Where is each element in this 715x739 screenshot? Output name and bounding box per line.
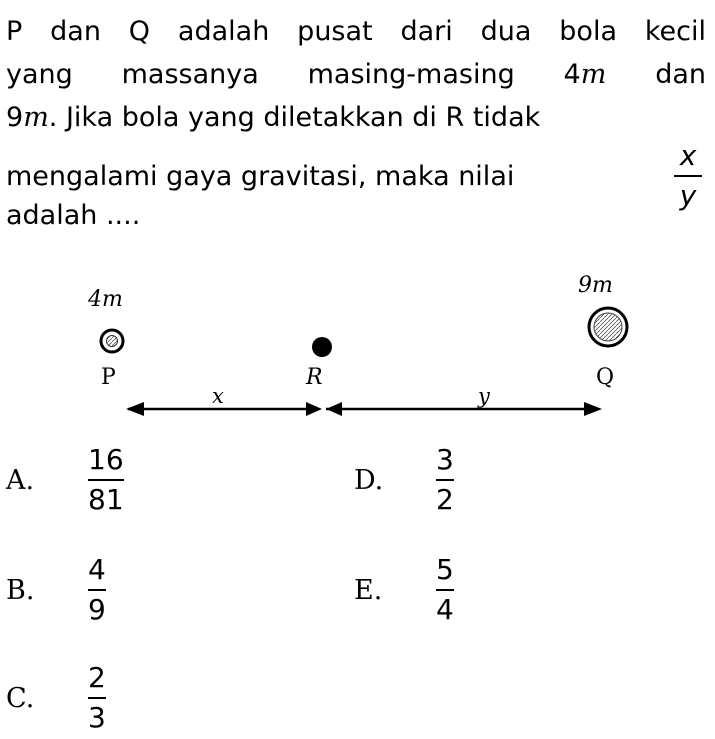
option-e-numerator: 5 <box>436 553 454 586</box>
option-a-fraction <box>88 442 124 518</box>
question-line-4: mengalami gaya gravitasi, maka nilai <box>6 161 515 192</box>
option-a-letter: A. <box>6 464 35 496</box>
option-b-denominator: 9 <box>88 593 106 626</box>
option-b-numerator: 4 <box>88 553 106 586</box>
line2-suffix: dan <box>606 59 706 90</box>
point-q-label: Q <box>596 365 615 390</box>
x-over-y-fraction <box>674 139 702 213</box>
option-a-denominator: 81 <box>88 483 124 516</box>
option-a-numerator: 16 <box>88 443 124 476</box>
fraction-bar <box>674 175 702 177</box>
question-last-lines <box>6 139 706 231</box>
distance-arrow-x <box>126 402 322 416</box>
fraction-numerator: x <box>679 139 697 172</box>
distance-arrow-y <box>326 402 602 416</box>
ball-p <box>101 330 123 352</box>
option-d-denominator: 2 <box>436 483 454 516</box>
question-line-1: P dan Q adalah pusat dari dua bola kecil <box>6 16 706 47</box>
option-b-letter: B. <box>6 574 35 606</box>
distance-y-label: y <box>478 384 490 408</box>
option-d-fraction <box>436 442 454 518</box>
fraction-denominator: y <box>679 179 697 212</box>
line3-text: . Jika bola yang diletakkan di R tidak <box>48 102 541 133</box>
point-r-label: R <box>306 365 323 390</box>
question-line-3 <box>6 96 706 139</box>
option-c-numerator: 2 <box>88 661 106 694</box>
option-c[interactable] <box>6 660 106 736</box>
fraction-bar <box>88 589 106 591</box>
fraction-bar <box>88 697 106 699</box>
ball-q <box>589 308 627 346</box>
question-line-2 <box>6 53 706 96</box>
option-d[interactable] <box>354 442 454 518</box>
line3-number: 9 <box>6 102 24 133</box>
option-b-fraction <box>88 552 106 628</box>
fraction-bar <box>436 589 454 591</box>
option-a[interactable] <box>6 442 124 518</box>
mass-symbol: m <box>580 59 607 90</box>
mass-p-label: 4m <box>88 287 123 312</box>
option-c-denominator: 3 <box>88 701 106 734</box>
option-b[interactable] <box>6 552 106 628</box>
option-d-numerator: 3 <box>436 443 454 476</box>
line2-text: yang massanya masing-masing 4 <box>6 59 581 90</box>
gravity-diagram <box>0 270 715 435</box>
mass-q-label: 9m <box>578 273 613 298</box>
question-text <box>6 10 706 231</box>
option-c-letter: C. <box>6 682 35 714</box>
option-e-fraction <box>436 552 454 628</box>
question-line-5: adalah .... <box>6 200 141 231</box>
mass-symbol: m <box>23 102 49 133</box>
fraction-bar <box>436 479 454 481</box>
option-c-fraction <box>88 660 106 736</box>
option-d-letter: D. <box>354 464 384 496</box>
ball-r <box>312 337 332 357</box>
option-e-letter: E. <box>354 574 383 606</box>
option-e-denominator: 4 <box>436 593 454 626</box>
option-e[interactable] <box>354 552 454 628</box>
distance-x-label: x <box>212 384 224 408</box>
point-p-label: P <box>101 365 116 390</box>
fraction-bar <box>88 479 124 481</box>
